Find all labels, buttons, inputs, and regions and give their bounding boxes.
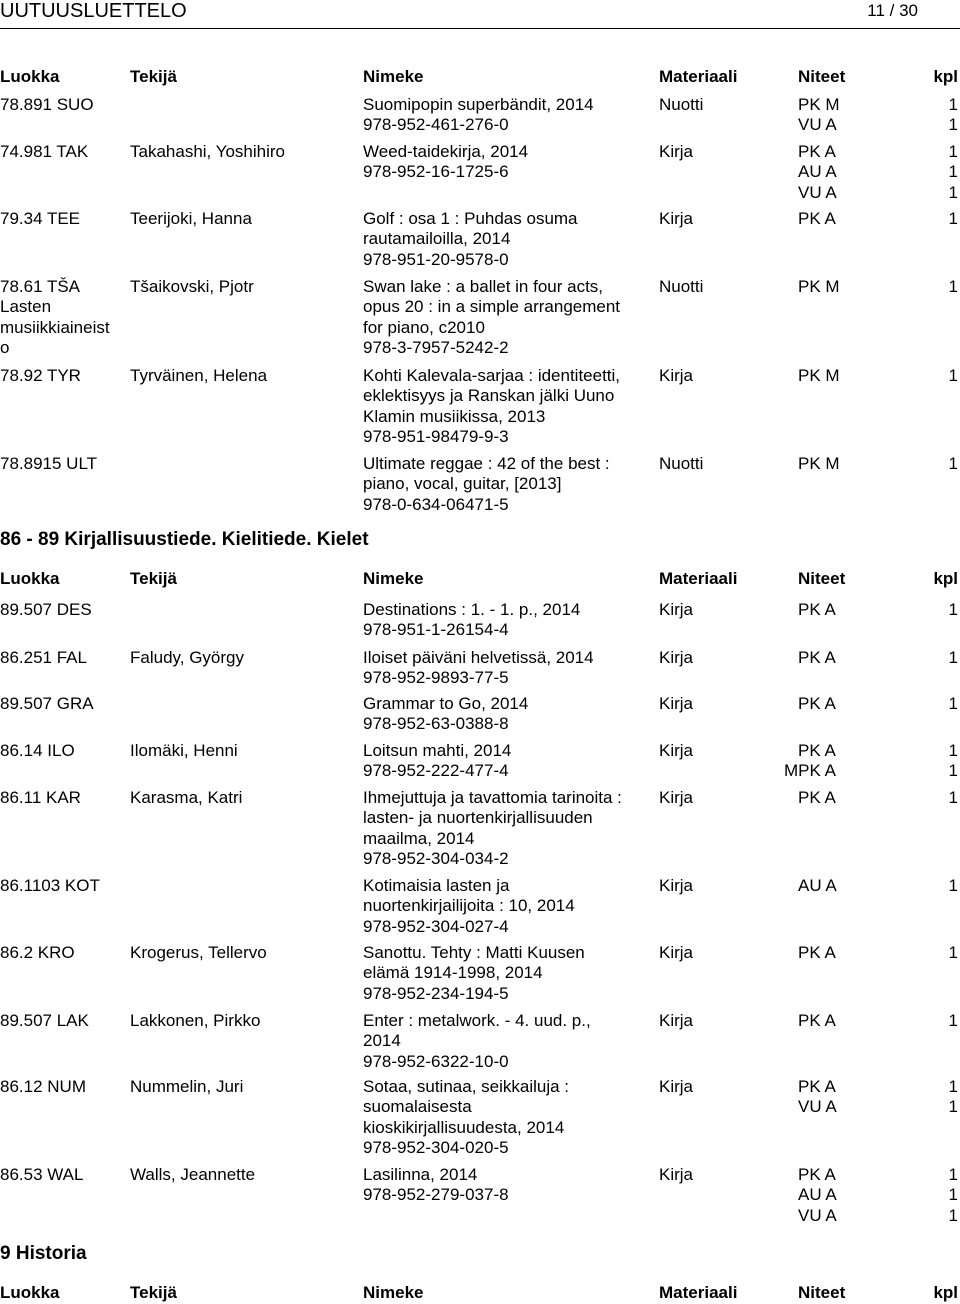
title-line: Weed-taidekirja, 2014 bbox=[363, 142, 529, 161]
title-line: nuortenkirjailijoita : 10, 2014 bbox=[363, 896, 575, 916]
holding-count: 1 bbox=[948, 1011, 958, 1030]
author-name: Krogerus, Tellervo bbox=[130, 943, 267, 962]
holding-count: 1 bbox=[948, 1097, 958, 1117]
holdings bbox=[798, 1011, 960, 1031]
holding-count: 1 bbox=[948, 788, 958, 807]
holding-count: 1 bbox=[948, 162, 958, 182]
title-line: Sotaa, sutinaa, seikkailuja : bbox=[363, 1077, 570, 1096]
holding-location: VU A bbox=[798, 1097, 837, 1117]
title-line: Swan lake : a ballet in four acts, bbox=[363, 277, 604, 296]
holding-count: 1 bbox=[948, 876, 958, 895]
column-header-tekija: Tekijä bbox=[130, 569, 177, 588]
material-type: Kirja bbox=[659, 694, 694, 713]
holding-location: PK M bbox=[798, 277, 840, 296]
holding-row bbox=[798, 162, 960, 182]
title-line: elämä 1914-1998, 2014 bbox=[363, 963, 543, 983]
holding-row bbox=[798, 694, 960, 714]
title-line: Kotimaisia lasten ja bbox=[363, 876, 510, 895]
isbn: 978-952-304-027-4 bbox=[363, 916, 509, 936]
column-header-nimeke: Nimeke bbox=[363, 569, 424, 588]
holding-row bbox=[798, 366, 960, 386]
holding-row bbox=[798, 95, 960, 115]
title-line: Enter : metalwork. - 4. uud. p., bbox=[363, 1011, 591, 1030]
section-heading: 86 - 89 Kirjallisuustiede. Kielitiede. Kielet bbox=[0, 529, 369, 550]
holding-row bbox=[798, 943, 960, 963]
title-line: 2014 bbox=[363, 1031, 401, 1051]
author-name: Karasma, Katri bbox=[130, 788, 243, 807]
class-code: 78.61 TŠA Lasten musiikkiaineist o bbox=[0, 277, 110, 358]
holding-count: 1 bbox=[948, 115, 958, 135]
column-header-kpl: kpl bbox=[933, 67, 958, 86]
holding-location: PK A bbox=[798, 788, 836, 807]
holding-row bbox=[798, 788, 960, 808]
title-line: piano, vocal, guitar, [2013] bbox=[363, 474, 562, 494]
holding-count: 1 bbox=[948, 366, 958, 385]
column-header-materiaali: Materiaali bbox=[659, 569, 738, 588]
class-code: 78.92 TYR bbox=[0, 366, 81, 385]
material-type: Nuotti bbox=[659, 454, 704, 473]
item-title bbox=[363, 454, 610, 515]
holding-location: PK A bbox=[798, 1077, 836, 1096]
isbn: 978-951-1-26154-4 bbox=[363, 620, 509, 640]
holding-location: PK A bbox=[798, 1011, 836, 1030]
holdings bbox=[798, 694, 960, 714]
document-title: UUTUUSLUETTELO bbox=[0, 0, 187, 22]
holding-row bbox=[798, 183, 960, 203]
isbn: 978-952-6322-10-0 bbox=[363, 1051, 509, 1071]
title-line: Klamin musiikissa, 2013 bbox=[363, 406, 546, 426]
isbn: 978-0-634-06471-5 bbox=[363, 494, 509, 514]
holding-location: PK A bbox=[798, 943, 836, 962]
isbn: 978-952-304-020-5 bbox=[363, 1138, 509, 1158]
item-title bbox=[363, 1077, 569, 1159]
class-code: 86.251 FAL bbox=[0, 648, 87, 667]
item-title bbox=[363, 1165, 509, 1206]
holdings bbox=[798, 366, 960, 386]
holding-count: 1 bbox=[948, 741, 958, 760]
column-header-niteet: Niteet bbox=[798, 1283, 846, 1302]
author-name: Faludy, György bbox=[130, 648, 245, 667]
holding-location: PK A bbox=[798, 648, 836, 667]
material-type: Kirja bbox=[659, 1011, 694, 1030]
class-code: 78.891 SUO bbox=[0, 95, 94, 114]
holding-count: 1 bbox=[948, 600, 958, 619]
column-header-nimeke: Nimeke bbox=[363, 67, 424, 86]
title-line: eklektisyys ja Ranskan jälki Uuno bbox=[363, 386, 615, 406]
class-code: 86.14 ILO bbox=[0, 741, 75, 760]
title-line: Iloiset päiväni helvetissä, 2014 bbox=[363, 648, 594, 667]
holdings bbox=[784, 741, 960, 782]
class-code: 74.981 TAK bbox=[0, 142, 89, 161]
isbn: 978-952-304-034-2 bbox=[363, 849, 509, 869]
holding-location: AU A bbox=[798, 1185, 837, 1205]
column-header-luokka: Luokka bbox=[0, 67, 60, 86]
title-line: Sanottu. Tehty : Matti Kuusen bbox=[363, 943, 585, 962]
holding-row bbox=[798, 1097, 960, 1117]
item-title bbox=[363, 600, 580, 641]
holding-row bbox=[798, 648, 960, 668]
column-header-luokka: Luokka bbox=[0, 569, 60, 588]
isbn: 978-952-461-276-0 bbox=[363, 115, 509, 135]
material-type: Kirja bbox=[659, 876, 694, 895]
holding-location: AU A bbox=[798, 876, 837, 895]
title-line: Kohti Kalevala-sarjaa : identiteetti, bbox=[363, 366, 621, 385]
column-header-materiaali: Materiaali bbox=[659, 1283, 738, 1302]
holding-count: 1 bbox=[948, 694, 958, 713]
holdings bbox=[798, 95, 960, 136]
class-code: 89.507 GRA bbox=[0, 694, 94, 713]
material-type: Kirja bbox=[659, 209, 694, 228]
holding-row bbox=[798, 1165, 960, 1185]
page-number: 11 / 30 bbox=[867, 1, 918, 20]
item-title bbox=[363, 277, 620, 359]
class-code: 86.12 NUM bbox=[0, 1077, 86, 1096]
author-name: Takahashi, Yoshihiro bbox=[130, 142, 286, 161]
title-line: Ihmejuttuja ja tavattomia tarinoita : bbox=[363, 788, 622, 807]
column-header-tekija: Tekijä bbox=[130, 1283, 177, 1302]
title-line: Lasilinna, 2014 bbox=[363, 1165, 478, 1184]
title-line: Loitsun mahti, 2014 bbox=[363, 741, 512, 760]
holding-location: VU A bbox=[798, 115, 837, 135]
holding-location: PK A bbox=[798, 209, 836, 228]
title-line: Grammar to Go, 2014 bbox=[363, 694, 529, 713]
isbn: 978-952-222-477-4 bbox=[363, 761, 509, 781]
holding-location: PK M bbox=[798, 95, 840, 114]
class-code: 89.507 LAK bbox=[0, 1011, 89, 1030]
item-title bbox=[363, 648, 594, 689]
holding-row bbox=[798, 1011, 960, 1031]
author-name: Lakkonen, Pirkko bbox=[130, 1011, 261, 1030]
material-type: Nuotti bbox=[659, 95, 704, 114]
column-header-kpl: kpl bbox=[933, 1283, 958, 1302]
material-type: Kirja bbox=[659, 600, 694, 619]
holding-row bbox=[798, 277, 960, 297]
holdings bbox=[798, 277, 960, 297]
class-code: 78.8915 ULT bbox=[0, 454, 98, 473]
item-title bbox=[363, 694, 528, 735]
isbn: 978-952-9893-77-5 bbox=[363, 668, 509, 688]
title-divider bbox=[0, 28, 960, 29]
author-name: Teerijoki, Hanna bbox=[130, 209, 252, 228]
holdings bbox=[798, 943, 960, 963]
title-line: opus 20 : in a simple arrangement bbox=[363, 297, 621, 317]
holdings bbox=[798, 648, 960, 668]
column-header-row bbox=[0, 1282, 960, 1304]
author-name: Walls, Jeannette bbox=[130, 1165, 256, 1184]
holdings bbox=[798, 142, 960, 203]
class-code: 86.2 KRO bbox=[0, 943, 75, 962]
holding-location: VU A bbox=[798, 182, 837, 202]
holding-row bbox=[798, 1206, 960, 1226]
holdings bbox=[798, 600, 960, 620]
isbn: 978-952-63-0388-8 bbox=[363, 714, 509, 734]
column-header-niteet: Niteet bbox=[798, 569, 846, 588]
holdings bbox=[798, 876, 960, 896]
holding-row bbox=[798, 1185, 960, 1205]
holding-count: 1 bbox=[948, 648, 958, 667]
holding-row bbox=[784, 761, 960, 781]
holding-count: 1 bbox=[948, 1205, 958, 1225]
author-name: Ilomäki, Henni bbox=[130, 741, 238, 760]
holding-count: 1 bbox=[948, 182, 958, 202]
item-title bbox=[363, 366, 620, 448]
title-line: suomalaisesta bbox=[363, 1097, 472, 1117]
isbn: 978-952-234-194-5 bbox=[363, 983, 509, 1003]
material-type: Kirja bbox=[659, 142, 694, 161]
holding-location: MPK A bbox=[784, 761, 836, 781]
title-line: Destinations : 1. - 1. p., 2014 bbox=[363, 600, 581, 619]
holding-count: 1 bbox=[948, 142, 958, 161]
class-code: 86.53 WAL bbox=[0, 1165, 84, 1184]
title-line: Suomipopin superbändit, 2014 bbox=[363, 95, 594, 114]
item-title bbox=[363, 1011, 591, 1072]
title-line: rautamailoilla, 2014 bbox=[363, 229, 511, 249]
item-title bbox=[363, 209, 578, 270]
holding-location: PK A bbox=[798, 1165, 836, 1184]
item-title bbox=[363, 876, 575, 937]
holding-count: 1 bbox=[948, 1077, 958, 1096]
holding-location: PK M bbox=[798, 366, 840, 385]
holding-location: PK A bbox=[798, 142, 836, 161]
holding-count: 1 bbox=[948, 277, 958, 296]
class-code: 86.11 KAR bbox=[0, 788, 81, 807]
holding-count: 1 bbox=[948, 1165, 958, 1184]
isbn: 978-951-20-9578-0 bbox=[363, 249, 509, 269]
column-header-tekija: Tekijä bbox=[130, 67, 177, 86]
holdings bbox=[798, 454, 960, 474]
material-type: Kirja bbox=[659, 943, 694, 962]
holding-row bbox=[798, 600, 960, 620]
holding-location: PK M bbox=[798, 454, 840, 473]
author-name: Tyrväinen, Helena bbox=[130, 366, 268, 385]
column-header-row bbox=[0, 66, 960, 88]
holding-row bbox=[798, 209, 960, 229]
holding-row bbox=[798, 454, 960, 474]
title-line: Golf : osa 1 : Puhdas osuma bbox=[363, 209, 578, 228]
holding-location: VU A bbox=[798, 1205, 837, 1225]
author-name: Tšaikovski, Pjotr bbox=[130, 277, 254, 296]
class-code: 89.507 DES bbox=[0, 600, 92, 619]
title-line: kioskikirjallisuudesta, 2014 bbox=[363, 1117, 565, 1137]
column-header-niteet: Niteet bbox=[798, 67, 846, 86]
author-name: Nummelin, Juri bbox=[130, 1077, 244, 1096]
title-line: for piano, c2010 bbox=[363, 317, 485, 337]
column-header-luokka: Luokka bbox=[0, 1283, 60, 1302]
section-heading: 9 Historia bbox=[0, 1243, 87, 1264]
column-header-nimeke: Nimeke bbox=[363, 1283, 424, 1302]
title-line: Ultimate reggae : 42 of the best : bbox=[363, 454, 610, 473]
holding-location: AU A bbox=[798, 162, 837, 182]
holding-location: PK A bbox=[798, 694, 836, 713]
material-type: Kirja bbox=[659, 741, 694, 760]
material-type: Kirja bbox=[659, 366, 694, 385]
material-type: Kirja bbox=[659, 788, 694, 807]
class-code: 86.1103 KOT bbox=[0, 876, 100, 895]
title-line: maailma, 2014 bbox=[363, 828, 475, 848]
holding-row bbox=[798, 876, 960, 896]
holdings bbox=[798, 1077, 960, 1118]
column-header-materiaali: Materiaali bbox=[659, 67, 738, 86]
item-title bbox=[363, 788, 622, 870]
material-type: Kirja bbox=[659, 648, 694, 667]
holdings bbox=[798, 788, 960, 808]
holding-count: 1 bbox=[948, 209, 958, 228]
holding-count: 1 bbox=[948, 95, 958, 114]
holding-location: PK A bbox=[798, 741, 836, 760]
column-header-row bbox=[0, 568, 960, 590]
holding-count: 1 bbox=[948, 454, 958, 473]
holding-row bbox=[798, 115, 960, 135]
column-header-kpl: kpl bbox=[933, 569, 958, 588]
isbn: 978-952-16-1725-6 bbox=[363, 162, 509, 182]
holding-row bbox=[798, 741, 960, 761]
item-title bbox=[363, 741, 511, 782]
material-type: Kirja bbox=[659, 1165, 694, 1184]
title-line: lasten- ja nuortenkirjallisuuden bbox=[363, 808, 593, 828]
class-code: 79.34 TEE bbox=[0, 209, 81, 228]
isbn: 978-952-279-037-8 bbox=[363, 1185, 509, 1205]
holding-location: PK A bbox=[798, 600, 836, 619]
holding-count: 1 bbox=[948, 1185, 958, 1205]
material-type: Nuotti bbox=[659, 277, 704, 296]
item-title bbox=[363, 943, 585, 1004]
material-type: Kirja bbox=[659, 1077, 694, 1096]
holding-count: 1 bbox=[948, 943, 958, 962]
holdings bbox=[798, 1165, 960, 1226]
item-title bbox=[363, 142, 528, 183]
holding-count: 1 bbox=[948, 761, 958, 781]
isbn: 978-3-7957-5242-2 bbox=[363, 338, 509, 358]
isbn: 978-951-98479-9-3 bbox=[363, 427, 509, 447]
holdings bbox=[798, 209, 960, 229]
holding-row bbox=[798, 1077, 960, 1097]
holding-row bbox=[798, 142, 960, 162]
item-title bbox=[363, 95, 594, 136]
